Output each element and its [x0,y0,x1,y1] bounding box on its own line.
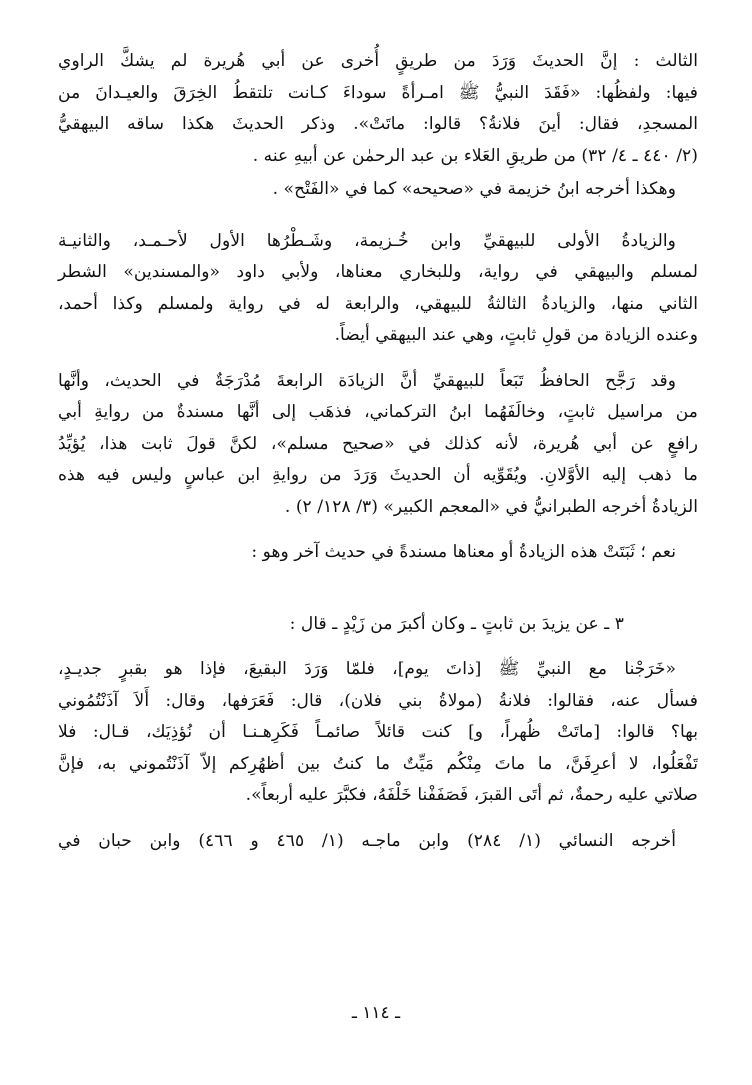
paragraph-confirmation [58,537,698,569]
text-line: والزيادةُ الأولى للبيهقيِّ وابن خُـزيمة، وشَـطْرُها الأول لأحـمـد، والثانيـة [58,230,676,251]
hadith-heading [58,609,698,641]
text-line: من مراسيل ثابتٍ، وخالَفَهُما ابنُ التركماني، فذهَب إلى أنَّها مسندةٌ من روايةِ أبي [58,402,698,422]
text-line: وعنده الزيادة من قولِ ثابتٍ، وهي عند البيهقي أيضاً. [334,325,698,345]
text-line: الزيادةُ أخرجه الطبرانيُّ في «المعجم الكبير» (٣/ ١٢٨/ ٢) . [284,496,698,517]
paragraph-ibn-khuzaymah [58,174,698,206]
text-line: وقد رَجَّح الحافظُ تَبَعاً للبيهقيِّ أنَّ الزيادَة الرابعةَ مُدْرَجَةٌ في الحديث، وأنَّها [58,370,676,391]
text-line: الثالث : إنَّ الحديثَ وَرَدَ من طريقٍ أُخرى عن أبي هُريرة لم يشكَّ الراوي [58,51,698,71]
text-line: الثاني منها، والزيادةُ الثالثةُ للبيهقي، والرابعة له في رواية ولمسلم وكذا أحمد، [58,293,698,314]
text-line: «خَرَجْنا مع النبيِّ ﷺ [ذاتَ يوم]، فلمّا وَرَدَ البقيعَ، فإذا هو بقبرٍ جديـدٍ، [58,659,676,679]
text-line: رافعٍ عن أبي هُريرة، لأنه كذلك في «صحيح مسلم»، لكنَّ قولَ ثابت هذا، يُؤيِّدُ [58,433,698,454]
hadith-text [58,654,698,812]
page-number: ـ ١١٤ ـ [351,1003,401,1023]
paragraph-hafiz-opinion [58,366,698,524]
text-line: تَفْعَلُوا، لا أعرِفَنَّ، ما ماتَ مِنْكُم مَيِّتٌ ما كنتُ بين أظهُرِكم إلاّ آذَنْتُموني به، فإنَّ [58,753,698,774]
text-line: نعم ؛ ثَبَتَتْ هذه الزيادةُ أو معناها مسندةً في حديث آخر وهو : [251,542,676,562]
text-line: أخرجه النسائي (١/ ٢٨٤) وابن ماجـه (١/ ٤٦٥ و ٤٦٦) وابن حبان في [58,830,676,851]
paragraph-third-point [58,46,698,172]
text-line: لمسلم والبيهقي في رواية، وللبخاري معناها، ولأبي داود «والمسندين» الشطر [58,262,698,282]
paragraph-takhrij [58,826,698,858]
text-line: المسجدِ، فقال: أينَ فلانةُ؟ قالوا: ماتَتْ». وذكر الحديثَ هكذا ساقه البيهقيُّ [58,114,698,134]
text-line: فيها: ولفظُها: «فَقَدَ النبيُّ ﷺ امـرأةً سوداءَ كـانت تلتقطُ الخِرَقَ والعيـدانَ من [58,82,698,103]
text-line: (٢/ ٤٤٠ ـ ٤/ ٣٢) من طريقِ العَلاء بن عبد الرحمٰن عن أبيهِ عنه . [252,145,698,166]
paragraph-additions [58,226,698,352]
text-line: ما ذهب إليه الأوَّلانِ. ويُقَوِّيه أن الحديثَ وَرَدَ من روايةِ ابن عباسٍ وليس فيه هذه [58,465,698,485]
text-line: فسأل عنه، فقالوا: فلانةُ (مولاةُ بني فلان)، قال: فَعَرَفها، وقال: أَلاَ آذَنْتُمُوني [58,690,698,711]
text-line: ٣ ـ عن يزيدَ بن ثابتٍ ـ وكان أكبرَ من زَيْدٍ ـ قال : [289,613,624,634]
text-line: صلاتي عليه رحمةٌ، ثم أتَى القبرَ، فَصَفَفْنا خَلْفَهُ، فكبَّرَ عليه أربعاً». [245,785,698,805]
text-line: بها؟ قالوا: [ماتَتْ ظُهراً، و] كنت قائلاً صائمـاً فَكَرِهـنـا أن نُؤذِيَك، قـال: فلا [58,722,698,742]
text-line: وهكذا أخرجه ابنُ خزيمة في «صحيحه» كما في «الفَتْح» . [272,179,676,199]
